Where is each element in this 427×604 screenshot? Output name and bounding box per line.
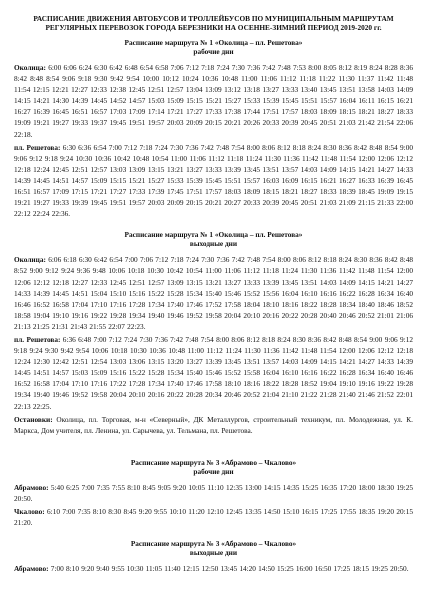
section-title: Расписание маршрута № 3 «Абрамово – Чкалово» — [130, 539, 297, 549]
document-title-line-2: РЕГУЛЯРНЫХ ПЕРЕВОЗОК ГОРОДА БЕРЕЗНИКИ НА ОСЕННЕ-ЗИМНИЙ ПЕРИОД 2019-2020 гг. — [45, 23, 382, 32]
route-3-weekday-section — [14, 458, 413, 528]
timetable-reshetova — [14, 142, 413, 220]
stop-label: Чкалово: — [14, 507, 45, 516]
stop-label: пл. Решетова: — [14, 142, 61, 152]
section-subtitle: выходные дни — [189, 239, 238, 249]
stop-label: Абрамово: — [14, 564, 49, 574]
route-1-weekend-section — [14, 230, 413, 436]
departure-times: 7:00 8:10 9:20 9:40 9:55 10:30 11:05 11:40 12:15 12:50 13:45 14:20 14:50 15:25 16:00 16:50 17:25 18:15 19:25 20:50. — [48, 564, 409, 574]
document-title — [14, 14, 413, 32]
stop-label: Абрамово: — [14, 482, 49, 492]
timetable-abramovo — [14, 482, 413, 504]
section-title: Расписание маршрута № 1 «Околица – пл. Решетова» — [124, 38, 303, 47]
section-subtitle: рабочие дни — [193, 466, 234, 476]
timetable-reshetova — [14, 334, 413, 412]
departure-times: 5:40 6:25 7:00 7:35 7:55 8:10 8:45 9:05 9:20 10:05 11:10 12:35 13:00 14:15 14:35 15:25 16:35 17:20 18:00 18:30 19:25 20:50. — [14, 482, 413, 503]
timetable-chkalovo — [14, 506, 413, 528]
timetable-abramovo — [14, 563, 413, 574]
route-1-weekday-section — [14, 38, 413, 219]
departure-times: 6:06 6:18 6:30 6:42 6:54 7:00 7:06 7:12 7:18 7:24 7:30 7:36 7:42 7:48 7:54 8:00 8:06 8:12 8:18 8:24 8:30 8:36 8:42 8:48 8:52 9:00 9:12 9:24 9:36 9:48 10:06 10:18 10:30 10:42 10:54 11:00 11:06 11:12 11:18 11:24 11:30 11:36 11:42 11:48 11:54 12:00 12:06 12:12 12:18 12:27 12:33 12:45 12:51 12:57 13:09 13:15 13:21 13:27 13:33 13:39 13:45 13:51 14:03 14:09 14:15 14:21 14:27 14:33 14:39 14:45 14:51 15:04 15:10 15:16 15:22 15:28 15:34 15:40 15:46 15:52 15:56 16:04 16:10 16:16 16:22 16:28 16:34 16:40 16:46 16:52 16:58 17:04 17:10 17:16 17:28 17:34 17:40 17:46 17:52 17:58 18:04 18:10 18:16 18:22 18:28 18:34 18:40 18:46 18:52 18:58 19:04 19:10 19:16 19:22 19:28 19:34 19:40 19:46 19:52 19:58 20:04 20:10 20:16 20:22 20:28 20:40 20:46 20:52 21:01 21:06 21:13 21:25 21:31 21:43 21:55 22:07 22:23. — [14, 255, 413, 331]
departure-times: 6:30 6:36 6:54 7:00 7:12 7:18 7:24 7:30 7:36 7:42 7:48 7:54 8:00 8:06 8:12 8:18 8:24 8:30 8:36 8:42 8:48 8:54 9:00 9:06 9:12 9:18 9:24 10:30 10:36 10:42 10:48 10:54 11:00 11:06 11:12 11:18 11:24 11:30 11:36 11:42 11:48 11:54 12:00 12:06 12:12 12:18 12:24 12:45 12:51 12:57 13:03 13:09 13:15 13:21 13:27 13:33 13:39 13:45 13:51 13:57 14:03 14:09 14:15 14:21 14:27 14:33 14:39 14:45 14:51 14:57 15:09 15:15 15:21 15:27 15:33 15:39 15:45 15:51 15:57 16:03 16:09 16:15 16:21 16:27 16:33 16:39 16:45 16:51 16:57 17:09 17:15 17:21 17:27 17:33 17:39 17:45 17:51 17:57 18:03 18:09 18:15 18:21 18:27 18:33 18:39 18:45 19:09 19:15 19:21 19:27 19:33 19:39 19:45 19:51 19:57 20:03 20:09 20:15 20:21 20:27 20:33 20:39 20:45 20:51 21:03 21:09 21:15 21:33 22:00 22:12 22:24 22:36. — [14, 142, 413, 219]
stops-list: Околица, пл. Торговая, м-н «Северный», ДК Металлургов, строительный техникум, пл. Молодежная, ул. К. Маркса, Дом учителя, пл. Ленина, ул. Сарычева, ул. Тельмана, пл. Решетова. — [14, 414, 413, 435]
stop-label: Околица: — [14, 255, 46, 265]
section-title: Расписание маршрута № 3 «Абрамово – Чкалово» — [130, 457, 297, 467]
stop-label: Околица: — [14, 63, 46, 72]
departure-times: 6:36 6:48 7:00 7:12 7:24 7:30 7:36 7:42 7:48 7:54 8:00 8:06 8:12 8:18 8:24 8:30 8:36 8:42 8:48 8:54 9:00 9:06 9:12 9:18 9:24 9:30 9:42 9:54 10:06 10:18 10:30 10:36 10:48 11:00 11:12 11:24 11:30 11:36 11:42 11:48 11:54 12:00 12:06 12:12 12:18 12:24 12:30 12:42 12:51 12:54 13:03 13:06 13:15 13:20 13:27 13:39 13:45 13:51 13:57 14:03 14:09 14:15 14:21 14:27 14:33 14:39 14:45 14:51 14:57 15:03 15:09 15:16 15:22 15:28 15:34 15:40 15:46 15:52 15:58 16:04 16:10 16:16 16:22 16:28 16:34 16:40 16:46 16:52 16:58 17:04 17:10 17:16 17:22 17:28 17:34 17:40 17:46 17:58 18:10 18:16 18:22 18:28 18:52 19:04 19:10 19:16 19:22 19:28 19:34 19:40 19:46 19:52 19:58 20:04 20:10 20:16 20:22 20:28 20:34 20:46 20:52 21:04 21:10 21:22 21:28 21:40 21:46 21:52 22:01 22:13 22:25. — [14, 334, 413, 411]
route-3-weekend-section — [14, 539, 413, 574]
stops-label: Остановки: — [14, 414, 53, 424]
stop-label: пл. Решетова: — [14, 334, 61, 344]
route-stops — [14, 414, 413, 436]
document-title-line-1: РАСПИСАНИЕ ДВИЖЕНИЯ АВТОБУСОВ И ТРОЛЛЕЙБУСОВ ПО МУНИЦИПАЛЬНЫМ МАРШРУТАМ — [33, 14, 394, 23]
timetable-okolitsa — [14, 254, 413, 332]
timetable-okolitsa — [14, 62, 413, 140]
departure-times: 6:10 7:00 7:35 8:10 8:30 8:45 9:20 9:55 10:10 11:20 12:10 12:45 13:35 14:50 15:10 16:15 17:25 17:55 18:35 19:20 20:15 21:20. — [14, 507, 413, 528]
section-title: Расписание маршрута № 1 «Околица – пл. Решетова» — [124, 230, 303, 240]
section-subtitle: рабочие дни — [193, 47, 234, 56]
departure-times: 6:00 6:06 6:24 6:30 6:42 6:48 6:54 6:58 7:06 7:12 7:18 7:24 7:30 7:36 7:42 7:48 7:53 8:00 8:05 8:12 8:19 8:24 8:28 8:36 8:42 8:48 8:54 9:06 9:18 9:30 9:42 9:54 10:00 10:12 10:24 10:36 10:48 11:00 11:06 11:12 11:18 11:22 11:30 11:37 11:42 11:48 11:54 12:15 12:21 12:27 12:33 12:38 12:45 12:51 12:57 13:04 13:09 13:12 13:18 13:27 13:33 13:40 13:45 13:51 13:58 14:03 14:09 14:15 14:21 14:30 14:39 14:45 14:52 14:57 15:03 15:09 15:15 15:21 15:27 15:33 15:39 15:45 15:51 15:57 16:04 16:11 16:15 16:21 16:27 16:39 16:45 16:51 16:57 17:03 17:09 17:14 17:21 17:27 17:33 17:38 17:44 17:51 17:57 18:03 18:09 18:15 18:21 18:27 18:33 19:09 19:21 19:27 19:33 19:37 19:45 19:51 19:57 20:03 20:09 20:15 20:21 20:26 20:33 20:39 20:45 20:51 21:03 21:42 21:54 22:06 22:18. — [14, 63, 413, 139]
section-subtitle: выходные дни — [189, 548, 238, 558]
